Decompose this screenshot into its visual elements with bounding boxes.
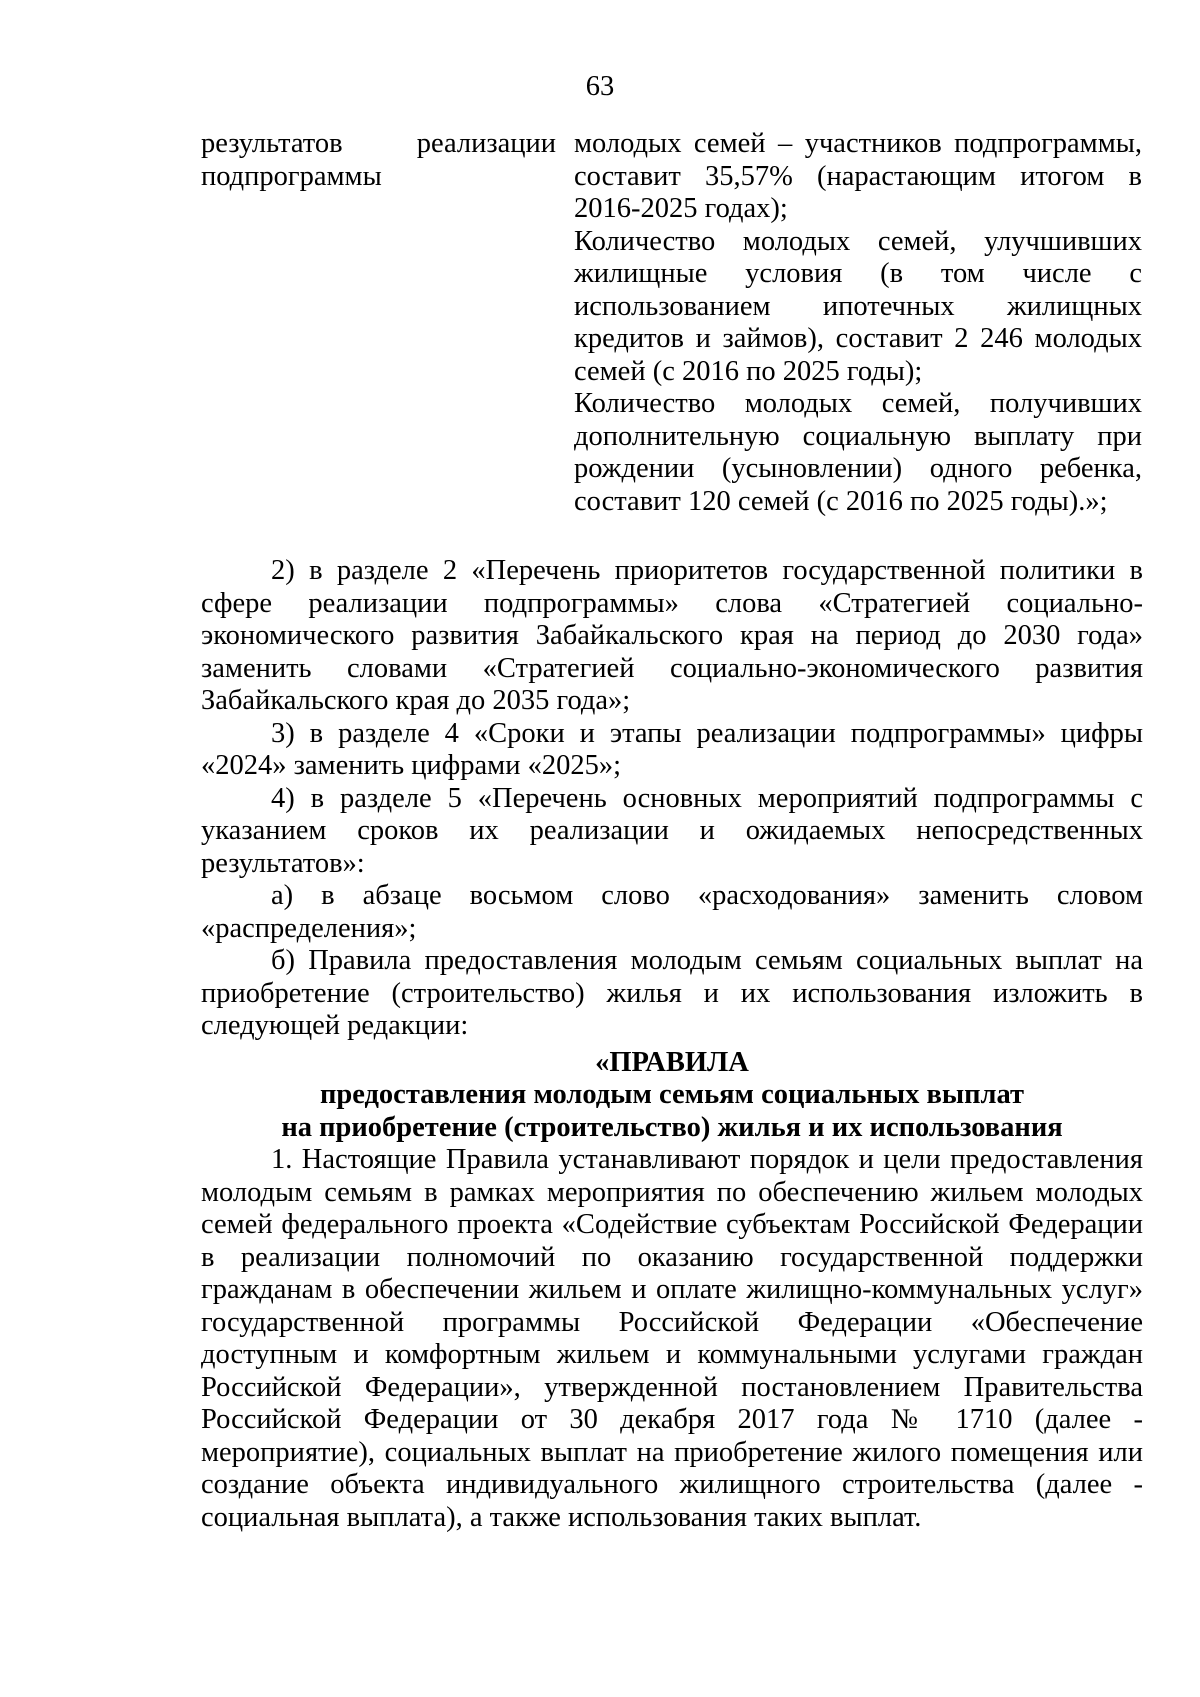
table-left-word-1: результатов <box>201 128 343 159</box>
paragraph-item-2: 2) в разделе 2 «Перечень приоритетов государственной политики в сфере реализации подпрограммы» слова «Стратегией социально-экономического развития Забайкальского края на период до 2030 года» заменить словами «Стратегией социально-экономического развития Забайкальского края до 2035 года»; <box>201 555 1143 716</box>
paragraph-subitem-b: б) Правила предоставления молодым семьям социальных выплат на приобретение (строительство) жилья и их использования изложить в следующей редакции: <box>201 945 1143 1041</box>
document-body <box>201 555 1143 1534</box>
table-right-item-1: молодых семей – участников подпрограммы, составит 35,57% (нарастающим итогом в 2016-2025 годах); <box>574 128 1142 224</box>
paragraph-item-3: 3) в разделе 4 «Сроки и этапы реализации подпрограммы» цифры «2024» заменить цифрами «2025»; <box>201 717 1143 781</box>
paragraph-subitem-a: а) в абзаце восьмом слово «расходования» заменить словом «распределения»; <box>201 880 1143 944</box>
table-right-cell <box>574 128 1142 518</box>
table-right-item-3: Количество молодых семей, получивших дополнительную социальную выплату при рождении (усыновлении) одного ребенка, составит 120 семей (с 2016 по 2025 годы).»; <box>574 388 1142 517</box>
table-left-line-1 <box>201 128 556 161</box>
table-left-cell <box>201 128 556 193</box>
page-number: 63 <box>585 71 615 102</box>
table-left-line-2: подпрограммы <box>201 160 382 192</box>
rules-title-line-2: предоставления молодым семьям социальных выплат <box>319 1079 1025 1110</box>
table-left-word-2: реализации <box>416 128 556 159</box>
table-right-item-2: Количество молодых семей, улучшивших жилищные условия (в том числе с использованием ипотечных жилищных кредитов и займов), составит 2 246 молодых семей (с 2016 по 2025 годы); <box>574 225 1142 387</box>
rule-paragraph-1: 1. Настоящие Правила устанавливают порядок и цели предоставления молодым семьям в рамках мероприятия по обеспечению жильем молодых семей федерального проекта «Содействие субъектам Российской Федерации в реализации полномочий по оказанию государственной поддержки гражданам в обеспечении жильем и оплате жилищно-коммунальных услуг» государственной программы Российской Федерации «Обеспечение доступным и комфортным жильем и коммунальными услугами граждан Российской Федерации», утвержденной постановлением Правительства Российской Федерации от 30 декабря 2017 года № 1710 (далее - мероприятие), социальных выплат на приобретение жилого помещения или создание объекта индивидуального жилищного строительства (далее - социальная выплата), а также использования таких выплат. <box>201 1144 1143 1533</box>
rules-title-line-3: на приобретение (строительство) жилья и их использования <box>281 1111 1063 1143</box>
rules-title-heading: «ПРАВИЛА <box>595 1046 749 1078</box>
paragraph-item-4: 4) в разделе 5 «Перечень основных мероприятий подпрограммы с указанием сроков их реализации и ожидаемых непосредственных результатов»: <box>201 782 1143 879</box>
